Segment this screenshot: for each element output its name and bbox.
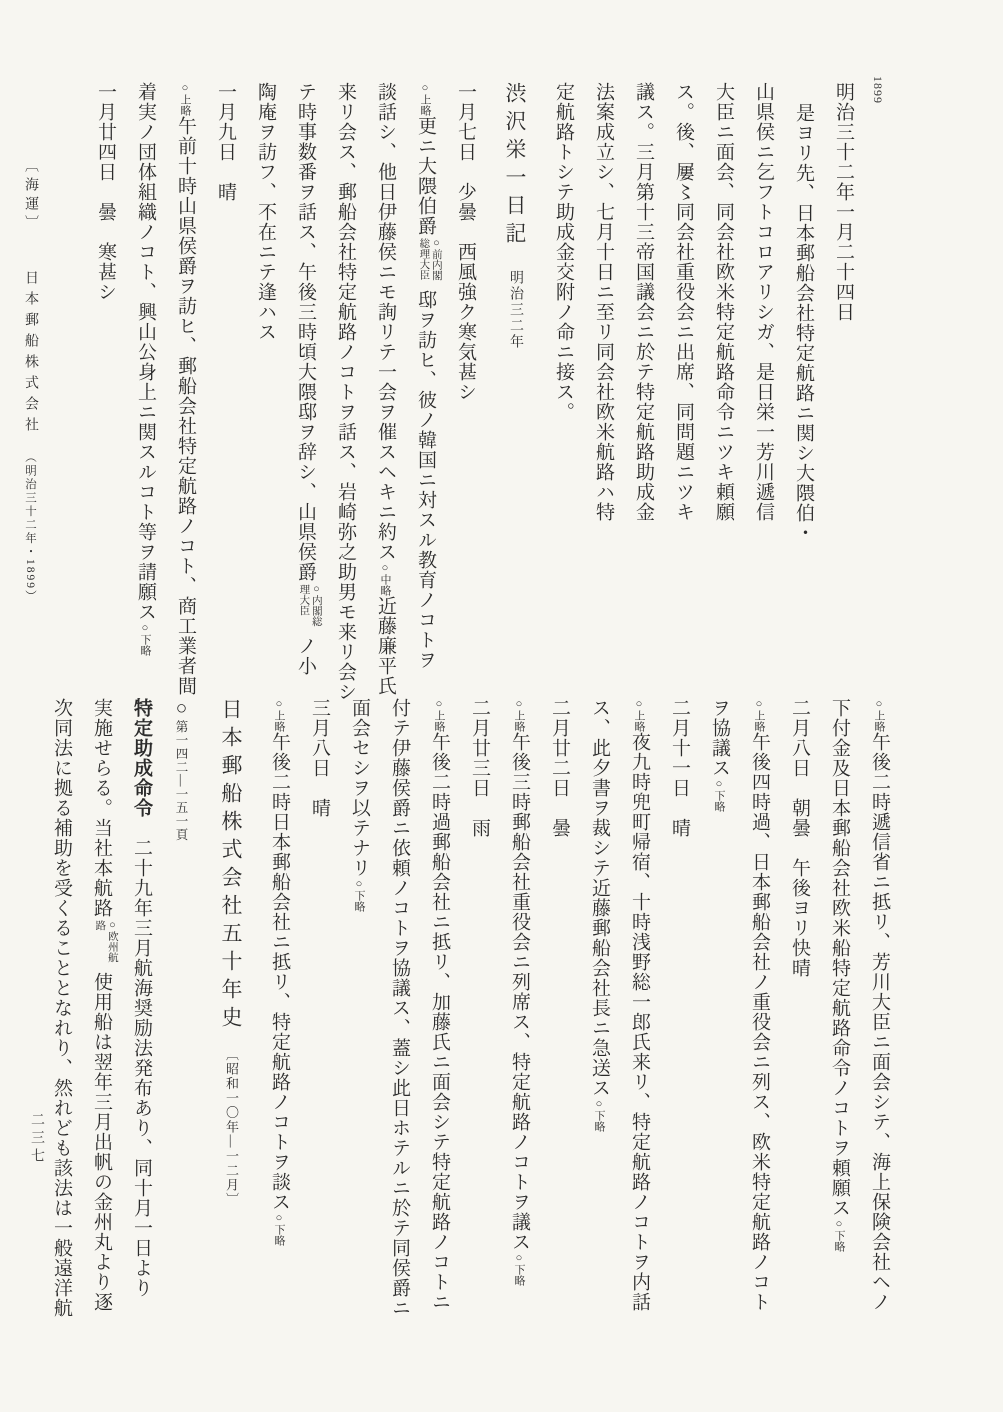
text-segment: 午後三時郵船会社重役会ニ列席ス、特定航路ノコトヲ議ス [509,732,530,1252]
text-segment: 来リ会ス、郵船会社特定航路ノコトヲ話ス、岩崎弥之助男モ来リ会シ [335,82,356,702]
text-line [365,82,405,702]
text-segment: ヲ協議ス [709,698,730,778]
omission-mark: ○下略 [139,622,151,656]
text-line [663,82,703,702]
text-segment: 午後二時日本郵船会社ニ抵リ、特定航路ノコトヲ談ス [269,732,290,1212]
inline-annotation-note: ○欧州航路 [94,920,118,963]
omission-mark: ○下略 [593,1098,605,1132]
text-line [539,698,579,1322]
text-line [579,698,619,1322]
text-segment: 山県侯ニ乞フトコロアリシガ、是日栄一芳川遞信 [753,82,774,522]
text-line [699,698,739,1322]
text-segment: 更ニ大隈伯爵 [415,116,436,236]
text-line [743,82,783,702]
text-segment: ス。後、屢〻同会社重役会ニ出席、同問題ニツキ [673,82,694,522]
text-segment: 午後二時遞信省ニ抵リ、芳川大臣ニ面会シテ、海上保険会社ヘノ [869,732,890,1312]
run-in-heading: 特定助成命令 [131,698,152,818]
text-segment: 定航路トシテ助成金交附ノ命ニ接ス。 [553,82,574,422]
omission-mark: ○上略 [179,82,191,116]
text-line [445,82,485,702]
text-segment: 午後四時過、日本郵船会社ノ重役会ニ列ス、欧米特定航路ノコト [749,732,770,1312]
text-segment: 近藤廉平氏 [375,596,396,696]
section-subtitle: 〔昭和一〇年―一二月〕 [224,1054,239,1207]
text-segment: 是ヨリ先、日本郵船会社特定航路ニ関シ大隈伯・ [793,103,814,543]
text-line [819,698,859,1322]
text-segment: 邸ヲ訪ヒ、彼ノ韓国ニ対スル教育ノコトヲ [415,290,436,670]
text-line [703,82,743,702]
text-segment: 使用船は翌年三月出帆の金州丸より逐 [91,972,112,1312]
text-segment [221,1034,242,1054]
text-segment: 談話シ、他日伊藤侯ニモ詢リテ一会ヲ催スヘキニ約ス [375,82,396,562]
text-segment: 二十九年三月航海奨励法発布あり、同十月一日より [131,838,152,1298]
text-segment: 二月八日 朝曇 午後ヨリ快晴 [789,698,810,978]
text-segment: 付テ伊藤侯爵ニ依頼ノコトヲ協議ス、蓋シ此日ホテルニ於テ同侯爵ニ [389,698,410,1318]
text-line [165,82,205,702]
text-line [495,82,535,702]
text-line [325,82,365,702]
text-line [543,82,583,702]
omission-mark: ○下略 [713,778,725,812]
text-segment: 午前十時山県侯爵ヲ訪ヒ、郵船会社特定航路ノコト、商工業者間 [175,116,196,696]
margin-date-label: （明治三十二年・1899） [24,451,36,604]
text-line [285,82,325,702]
text-segment: ○ [171,698,192,720]
text-line [121,698,161,1322]
omission-mark: ○下略 [513,1252,525,1286]
text-segment: ノ小 [295,636,316,676]
text-segment: 午後二時過郵船会社ニ抵リ、加藤氏ニ面会シテ特定航路ノコトニ [429,732,450,1312]
text-line [205,82,245,702]
text-segment: 実施せらる。当社本航路 [91,698,112,918]
text-segment: 議ス。三月第十三帝国議会ニ於テ特定航路助成金 [633,82,654,522]
text-segment: 次同法に拠る補助を受くることとなれり、然れども該法は一般遠洋航 [51,698,72,1318]
omission-mark: ○下略 [273,1212,285,1246]
western-year-label: 1899 [871,76,885,104]
text-line [779,698,819,1322]
text-segment: 面会セシヲ以テナリ [349,698,370,878]
text-segment [505,250,526,270]
omission-mark: ○下略 [833,1218,845,1252]
omission-mark: ○上略 [753,698,765,732]
text-line [339,698,379,1322]
page-number: 二三七 [29,1112,44,1166]
text-line [823,82,863,702]
text-line [619,698,659,1322]
text-line [623,82,663,702]
text-line [659,698,699,1322]
section-title: 日本郵船株式会社五十年史 [219,698,243,1034]
text-segment [131,818,152,838]
text-segment: 下付金及日本郵船会社欧米船特定航路命令ノコトヲ頼願ス [829,698,850,1218]
margin-category-label: 〔海運〕 [23,158,38,234]
text-segment: 一月七日 少曇 西風強ク寒気甚シ [455,82,476,402]
text-segment: 夜九時兜町帰宿、十時浅野総一郎氏来リ、特定航路ノコトヲ内話 [629,732,650,1312]
text-segment: 一月廿四日 曇 寒甚シ [95,82,116,302]
text-line [739,698,779,1322]
text-segment: 三月八日 晴 [309,698,330,818]
omission-mark: ○上略 [513,698,525,732]
omission-mark: ○上略 [873,698,885,732]
inline-annotation-note: ○前内閣総理大臣 [418,238,442,281]
text-segment: 二月廿二日 曇 [549,698,570,838]
omission-mark: ○上略 [273,698,285,732]
text-line [783,82,823,702]
text-segment: 大臣ニ面会、同会社欧米特定航路命令ニツキ頼願 [713,82,734,522]
section-subtitle: 明治三二年 [508,270,523,350]
text-segment: ス、此夕書ヲ裁シテ近藤郵船会社長ニ急送ス [589,698,610,1098]
text-segment: 第一四二―一五一頁 [174,720,188,842]
omission-mark: ○上略 [433,698,445,732]
text-line [245,82,285,702]
text-line [419,698,459,1322]
margin-running-title [20,158,40,604]
text-line [211,698,251,1322]
text-line [125,82,165,702]
text-line [161,698,201,1322]
text-segment: テ時事数番ヲ話ス、午後三時頃大隈邸ヲ辞シ、山県侯爵 [295,82,316,582]
text-segment: 一月九日 晴 [215,82,236,202]
section-title: 渋沢栄一日記 [503,82,527,250]
omission-mark: ○下略 [353,878,365,912]
text-segment: 陶庵ヲ訪フ、不在ニテ逢ハス [255,82,276,342]
inline-annotation-note: ○内閣総理大臣 [298,584,322,627]
omission-mark: ○中略 [379,562,391,596]
text-line [85,82,125,702]
text-segment: 着実ノ団体組織ノコト、興山公身上ニ関スルコト等ヲ請願ス [135,82,156,622]
margin-company-label: 日本郵船株式会社 [23,269,38,438]
lower-text-block [41,698,899,1322]
text-line [41,698,81,1322]
text-line [859,698,899,1322]
text-line [299,698,339,1322]
omission-mark: ○上略 [633,698,645,732]
omission-mark: ○上略 [419,82,431,116]
text-line [583,82,623,702]
text-line [459,698,499,1322]
text-segment: 明治三十二年一月二十四日 [833,82,854,322]
text-segment: 二月十一日 晴 [669,698,690,838]
text-line [379,698,419,1322]
text-line [259,698,299,1322]
text-line [499,698,539,1322]
text-line [405,82,445,702]
text-segment: 二月廿三日 雨 [469,698,490,838]
upper-text-block [85,82,863,702]
text-segment: 法案成立シ、七月十日ニ至リ同会社欧米航路ハ特 [593,82,614,522]
text-line [81,698,121,1322]
